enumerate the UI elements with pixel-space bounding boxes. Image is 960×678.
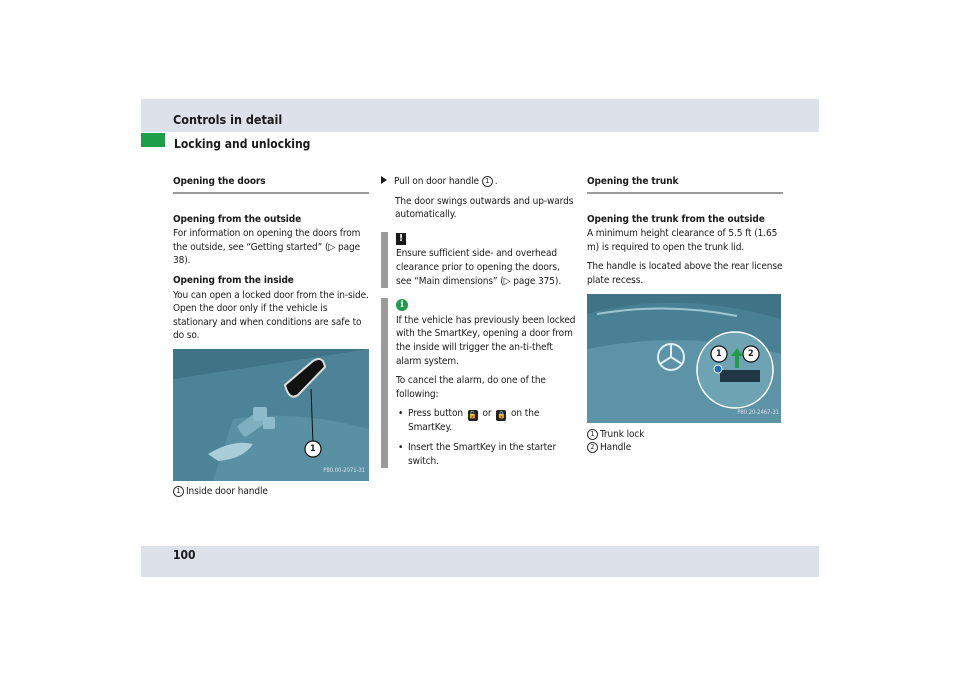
column-trunk <box>587 175 783 455</box>
info-text-alarm: If the vehicle has previously been locked with the SmartKey, opening a door from the inside will trigger the an-ti-theft alarm system. <box>396 314 576 367</box>
step-arrow-icon <box>381 176 387 184</box>
subheading-inside: Opening from the inside <box>173 274 294 286</box>
info-icon: i <box>396 299 408 311</box>
bullet-press-button: • Press button 🔓 or 🔒 on the SmartKey. <box>396 407 577 435</box>
warning-text: Ensure sufficient side- and overhead clearance prior to opening the doors, see “Main dimensions” (▷ page 375). <box>396 248 562 287</box>
legend-handle: 2 Handle <box>587 441 783 455</box>
subheading-trunk-outside: Opening the trunk from the outside <box>587 213 765 225</box>
section-title: Locking and unlocking <box>174 137 311 151</box>
heading-opening-doors: Opening the doors <box>173 175 369 194</box>
warning-note <box>381 232 577 288</box>
step-end: . <box>494 176 498 187</box>
paragraph-outside: For information on opening the doors from the outside, see “Getting started” (▷ page 38). <box>173 228 361 267</box>
caption-number: 1 <box>173 486 184 497</box>
legend-trunk-lock: 1 Trunk lock <box>587 428 783 442</box>
step-text: Pull on door handle <box>394 176 479 187</box>
info-note <box>381 298 577 468</box>
image-code: P80.20-2467-31 <box>737 408 779 416</box>
page-number: 100 <box>173 548 196 562</box>
section-marker <box>141 133 165 147</box>
header-bar <box>141 99 819 132</box>
step-number: 1 <box>482 176 493 187</box>
warning-icon: ! <box>396 233 406 245</box>
caption-text: Inside door handle <box>186 485 268 497</box>
callout-number-1: 1 <box>716 348 722 359</box>
subheading-outside: Opening from the outside <box>173 213 302 225</box>
column-procedure <box>381 175 577 478</box>
footer-bar <box>141 546 819 577</box>
paragraph-door-swings: The door swings outwards and up-wards automatically. <box>395 195 574 221</box>
door-handle-photo <box>173 349 369 481</box>
info-text-cancel: To cancel the alarm, do one of the following: <box>396 375 546 400</box>
paragraph-clearance: A minimum height clearance of 5.5 ft (1.65 m) is required to open the trunk lid. <box>587 228 778 253</box>
caption-inside-door-handle <box>173 485 369 499</box>
callout-number-2: 2 <box>748 348 754 359</box>
column-doors <box>173 175 369 499</box>
unlock-key-icon: 🔓 <box>468 411 478 420</box>
callout-number-1: 1 <box>310 443 316 454</box>
heading-opening-trunk: Opening the trunk <box>587 175 783 194</box>
step-pull-handle <box>381 175 577 189</box>
paragraph-handle-location: The handle is located above the rear license plate recess. <box>587 261 783 286</box>
chapter-title: Controls in detail <box>173 112 283 127</box>
trunk-photo <box>587 294 781 423</box>
image-code: P80.00-2071-31 <box>323 467 365 475</box>
lock-key-icon: 🔒 <box>496 411 506 420</box>
bullet-insert-key: • Insert the SmartKey in the starter switch. <box>396 441 577 468</box>
paragraph-inside: You can open a locked door from the in-side. Open the door only if the vehicle is stationary and when conditions are safe to do so. <box>173 289 369 342</box>
